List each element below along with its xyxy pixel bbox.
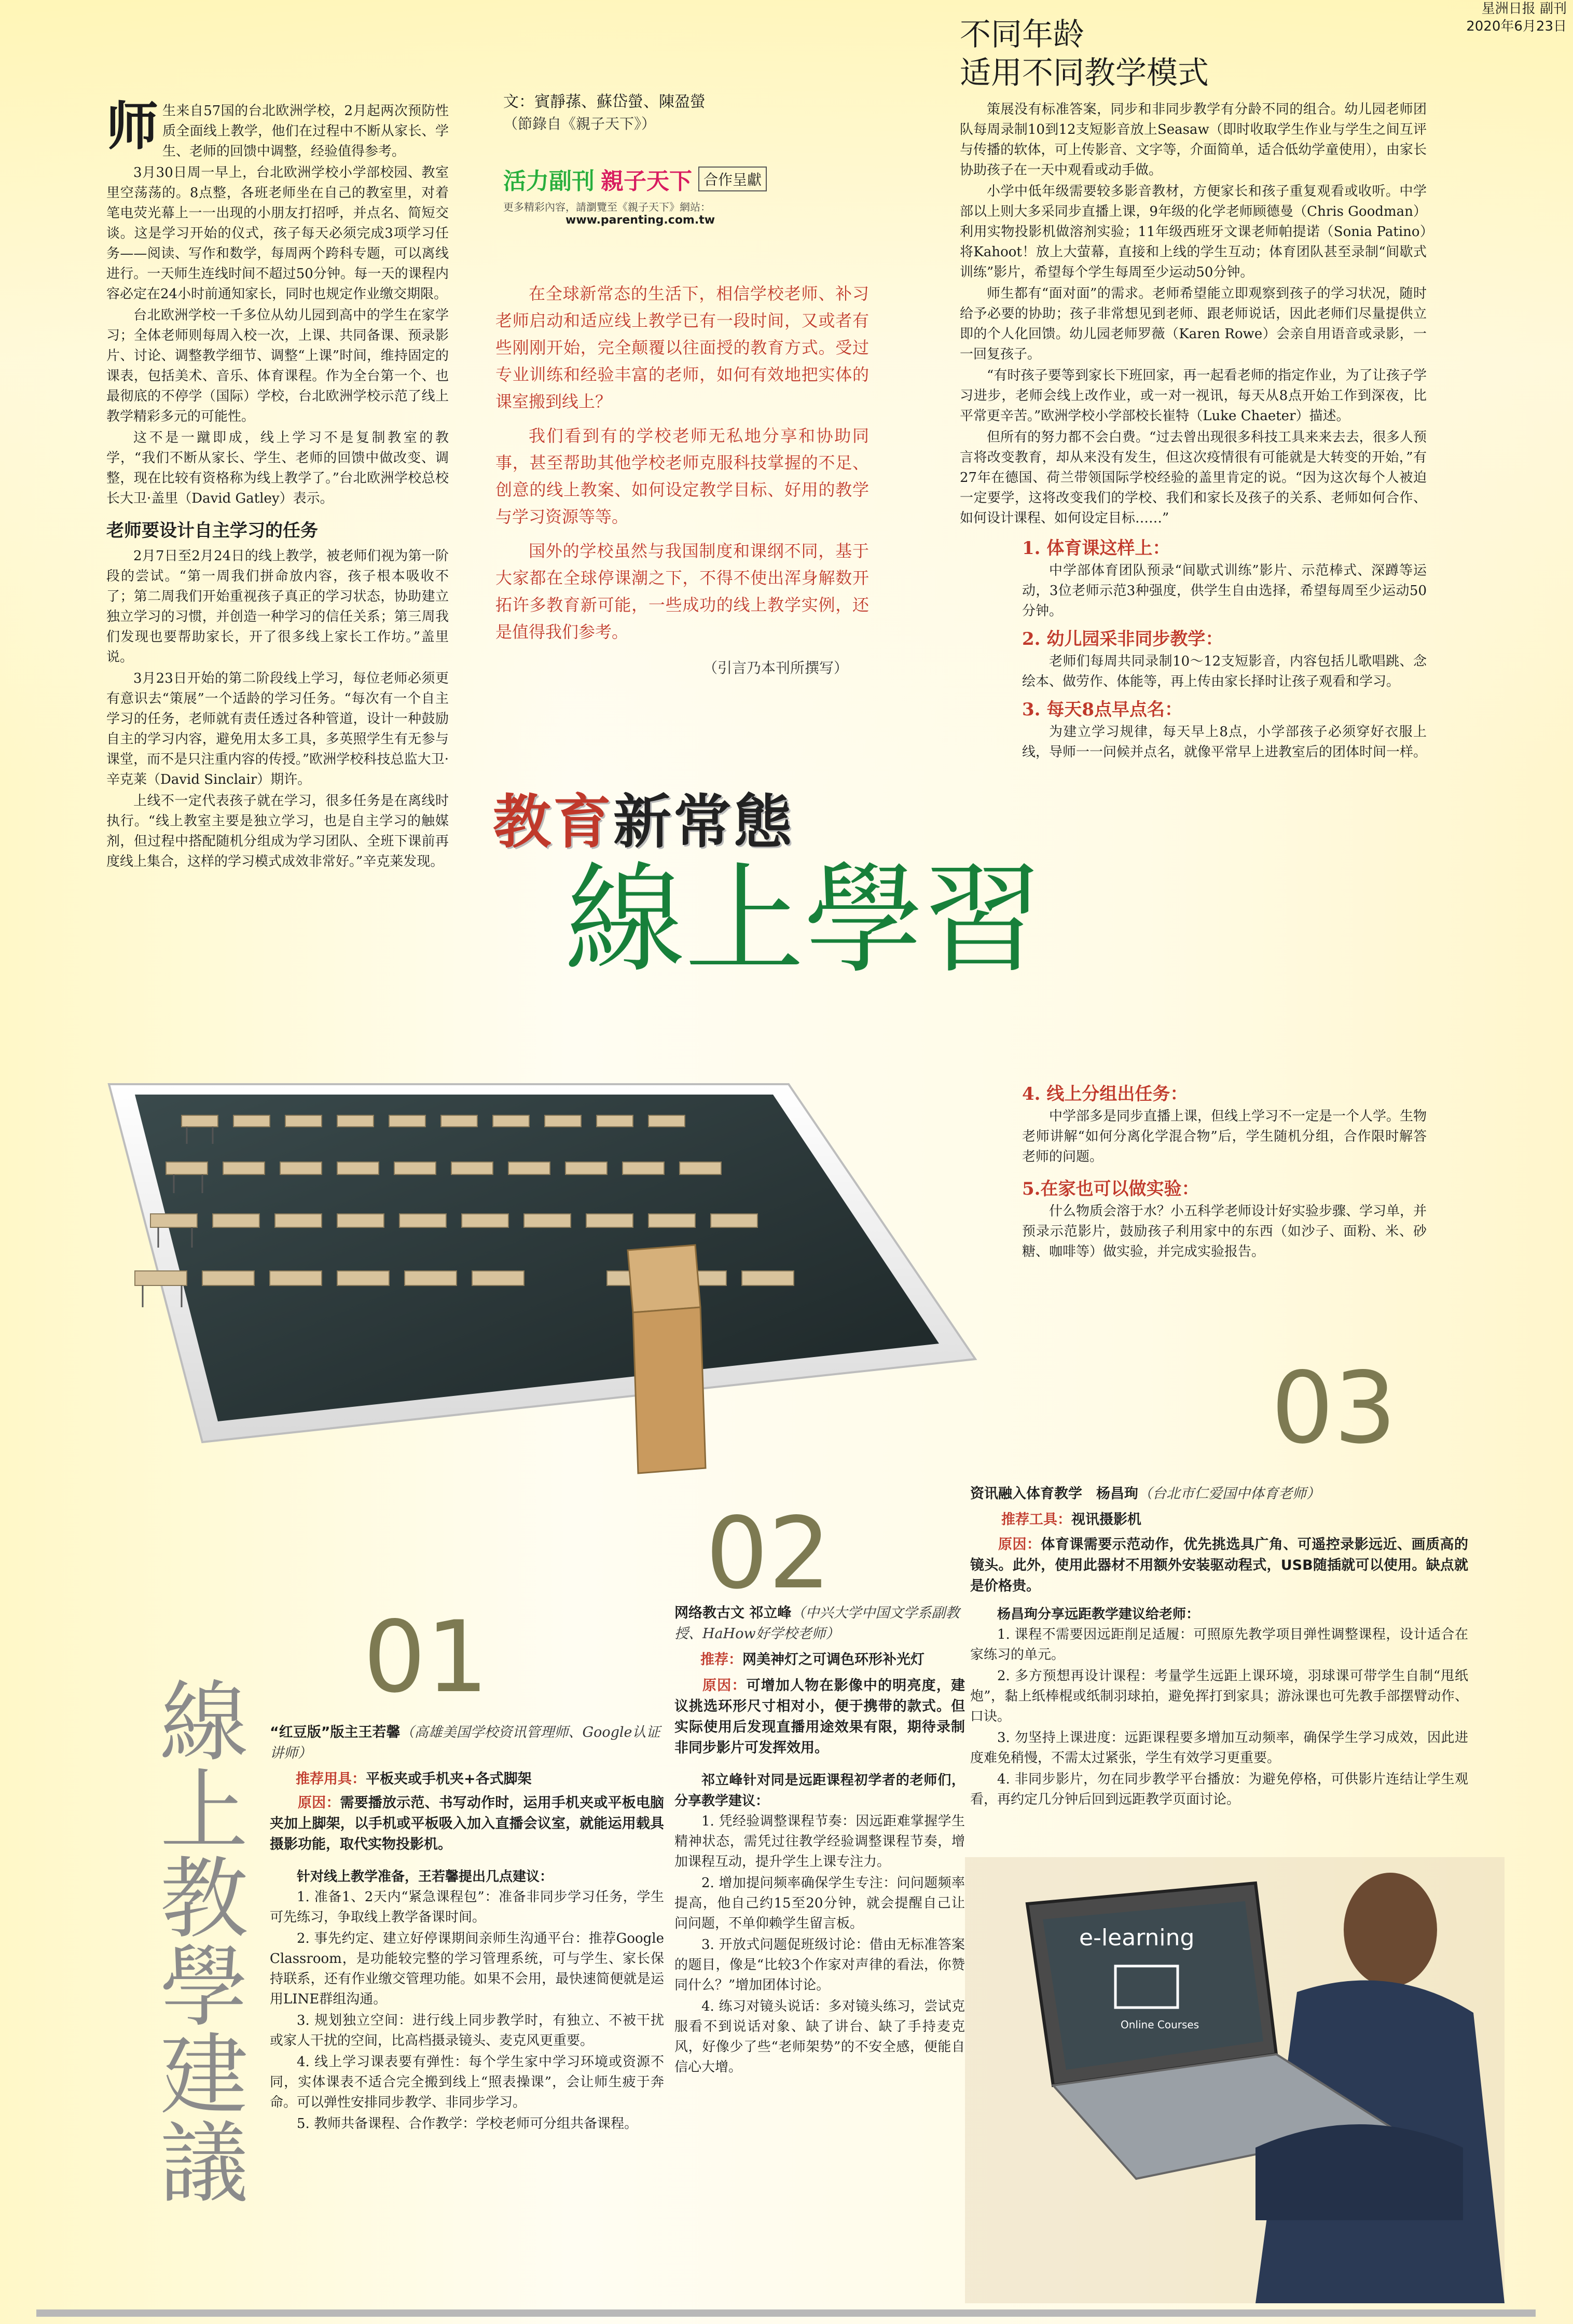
- tip-01-rec-label: 推荐用具：: [296, 1771, 366, 1787]
- tip-02-advice: 2. 增加提问频率确保学生专注：问问题频率提高，他自己约15至20分钟，就会提醒自己让问问题，不单仰赖学生留言板。: [674, 1875, 965, 1931]
- right-items: [1022, 536, 1427, 763]
- left-subhead: 老师要设计自主学习的任务: [106, 520, 318, 541]
- tip-03-number-wrap: [1271, 1351, 1489, 1465]
- tip-02-author: [674, 1603, 965, 1644]
- tip-02: [674, 1603, 965, 2079]
- tip-02-advice: 3. 开放式问题促班级讨论：借由无标准答案的题目，像是“比较3个作家对声律的看法，你赞同什么？”增加团体讨论。: [674, 1937, 965, 1993]
- tip-03-rec-value: 视讯摄影机: [1071, 1512, 1141, 1528]
- right-paragraph: 策展没有标准答案，同步和非同步教学有分龄不同的组合。幼儿园老师团队每周录制10到12支短影音放上Seasaw（即时收取学生作业与学生之间互评与传播的软体，可上传影音、文字等，介面简单，适合低幼学童使用），由家长协助孩子在一天中观看或动手做。: [960, 102, 1427, 178]
- screen-word: e-learning: [1079, 1925, 1195, 1951]
- masthead-date: 2020年6月23日: [1466, 19, 1567, 34]
- tip-01-number-wrap: [363, 1600, 581, 1714]
- tip-03-rec: [970, 1510, 1468, 1530]
- tip-01-reason: [270, 1793, 664, 1855]
- tip-01-rec-value: 平板夹或手机夹+各式脚架: [366, 1771, 532, 1787]
- brand-right: 親子天下: [601, 168, 692, 195]
- item-title: 5.在家也可以做实验：: [1022, 1179, 1199, 1199]
- left-paragraph: 3月30日周一早上，台北欧洲学校小学部校园、教室里空荡荡的。8点整，各班老师坐在自己的教室里，对着笔电荧光幕上一一出现的小朋友打招呼，并点名、简短交谈。这是学习开始的仪式，孩子每天必须完成3项学习任务——阅读、写作和数学，每周两个跨科专题，可以离线进行。一天师生连线时间不超过50分钟。每一天的课程内容必定在24小时前通知家长，同时也规定作业缴交期限。: [106, 165, 449, 302]
- tip-02-reason: [674, 1676, 965, 1759]
- right-column: [960, 16, 1427, 763]
- masthead-paper: 星洲日报 副刊: [1481, 1, 1567, 17]
- credits: [503, 91, 908, 227]
- item-title: 2. 幼儿园采非同步教学：: [1022, 629, 1223, 649]
- left-paragraph: 上线不一定代表孩子就在学习，很多任务是在离线时执行。“线上教室主要是独立学习，也是自主学习的触媒剂，但过程中搭配随机分组成为学习团队、全班下课前再度线上集合，这样的学习模式成效非常好。”辛克莱发现。: [106, 793, 449, 869]
- elearning-illustration: [965, 1857, 1505, 2303]
- tip-03-number: 03: [1271, 1351, 1397, 1465]
- tip-02-number: 02: [706, 1496, 831, 1611]
- headline-part-b: 新常態: [613, 789, 794, 856]
- tip-02-role: （中兴大学中国文学系副教授、HaHow好学校老师）: [674, 1605, 960, 1642]
- drop-cap: 师: [106, 95, 158, 157]
- tip-01-role: （高雄美国学校资讯管理师、Google认证讲师）: [270, 1724, 660, 1761]
- person-head: [1344, 1873, 1437, 1987]
- tip-01-reason-text: 需要播放示范、书写动作时，运用手机夹或平板电脑夹加上脚架，以手机或平板吸入加入直播会议室，就能运用载具摄影功能，取代实物投影机。: [270, 1795, 665, 1852]
- tip-02-advice: 4. 练习对镜头说话：多对镜头练习，尝试克服看不到说话对象、缺了讲台、缺了手持麦克风，好像少了些“老师架势”的不安全感，便能自信心大增。: [674, 1999, 965, 2075]
- tip-03-advice: 3. 勿坚持上课进度：远距课程要多增加互动频率，确保学生学习成效，因此进度难免稍慢，不需太过紧张，学生有效学习更重要。: [970, 1730, 1468, 1766]
- headline-line-2: 線上學習: [565, 851, 1043, 990]
- credits-source: （節錄自《親子天下》）: [503, 115, 656, 132]
- tip-03-rec-label: 推荐工具：: [1001, 1512, 1071, 1528]
- bottom-rule: [36, 2309, 1536, 2317]
- tip-03-reason-label: 原因：: [998, 1537, 1041, 1553]
- tip-02-advice: 1. 凭经验调整课程节奏：因远距难掌握学生精神状态，需凭过往教学经验调整课程节奏，增加课程互动，提升学生上课专注力。: [674, 1814, 965, 1870]
- tip-03-advice: 4. 非同步影片，勿在同步教学平台播放：为避免停格，可供影片连结让学生观看，再约定几分钟后回到远距教学页面讨论。: [970, 1772, 1468, 1807]
- item-body: 中学部体育团队预录“间歇式训练”影片、示范棒式、深蹲等运动，3位老师示范3种强度，供学生自由选择，希望每周至少运动50分钟。: [1022, 563, 1427, 619]
- right-title-1: 不同年龄: [960, 17, 1084, 53]
- tip-03-advice-head: 杨昌珣分享远距教学建议给老师：: [997, 1607, 1200, 1622]
- item-body: 什么物质会溶于水？小五科学老师设计好实验步骤、学习单，并预录示范影片，鼓励孩子利用家中的东西（如沙子、面粉、米、砂糖、咖啡等）做实验，并完成实验报告。: [1022, 1204, 1427, 1260]
- tip-01-advice: 3. 规划独立空间：进行线上同步教学时，有独立、不被干扰或家人干扰的空间，比高档摄录镜头、麦克风更重要。: [270, 2013, 664, 2049]
- tip-02-advice-head: 祁立峰针对同是远距课程初学者的老师们，分享教学建议：: [674, 1773, 965, 1809]
- item-body: 老师们每周共同录制10～12支短影音，内容包括儿歌唱跳、念绘本、做劳作、体能等，再上传由家长择时让孩子观看和学习。: [1022, 654, 1427, 689]
- lead-paragraph: 师 生来自57国的台北欧洲学校，2月起两次预防性质全面线上教学，他们在过程中不断从家长、学生、老师的回馈中调整，经验值得参考。: [106, 95, 449, 159]
- classroom-tablet-illustration: [47, 1038, 1006, 1494]
- tip-03-reason: [970, 1534, 1468, 1597]
- tip-01-reason-label: 原因：: [298, 1795, 340, 1811]
- intro-paragraph: 在全球新常态的生活下，相信学校老师、补习老师启动和适应线上教学已有一段时间，又或者有些刚刚开始，完全颠覆以往面授的教育方式。受过专业训练和经验丰富的老师，如何有效地把实体的课室搬到线上？: [495, 284, 869, 411]
- intro-paragraph: 我们看到有的学校老师无私地分享和协助同事，甚至帮助其他学校老师克服科技掌握的不足、创意的线上教案、如何设定教学目标、好用的教学与学习资源等等。: [495, 426, 869, 527]
- tip-01-number: 01: [363, 1600, 489, 1714]
- tip-03-reason-text: 体育课需要示范动作，优先挑选具广角、可遥控录影远近、画质高的镜头。此外，使用此器材不用额外安装驱动程式，USB随插就可以使用。缺点就是价格贵。: [970, 1537, 1468, 1594]
- tip-01-advice: 4. 线上学习课表要有弹性：每个学生家中学习环境或资源不同，实体课表不适合完全搬到线上“照表操课”，会让师生疲于奔命。可以弹性安排同步教学、非同步学习。: [270, 2054, 664, 2110]
- tip-03-role: （台北市仁爱国中体育老师）: [1138, 1486, 1320, 1502]
- podium: [628, 1245, 706, 1473]
- person-leg: [1255, 2124, 1463, 2220]
- tip-01-advice: 5. 教师共备课程、合作教学：学校老师可分组共备课程。: [297, 2116, 638, 2132]
- item-title: 1. 体育课这样上：: [1022, 538, 1170, 559]
- tip-02-rec-label: 推荐：: [700, 1652, 742, 1668]
- item-title: 3. 每天8点早点名：: [1022, 699, 1182, 720]
- right-paragraph: 师生都有“面对面”的需求。老师希望能立即观察到孩子的学习状况，随时给予必要的协助；孩子非常想见到老师、跟老师说话，因此老师们尽量提供立即的个人化回馈。幼儿园老师罗薇（Karen Rowe）会亲自用语音或录影，一一回复孩子。: [960, 286, 1427, 362]
- tip-02-number-wrap: [706, 1496, 923, 1611]
- headline: [493, 789, 1219, 990]
- tip-03-name: 资讯融入体育教学 杨昌珣: [970, 1486, 1138, 1502]
- screen-caption: Online Courses: [1121, 2018, 1199, 2031]
- tip-01-advice: 1. 准备1、2天内“紧急课程包”：准备非同步学习任务，学生可先练习，争取线上教学备课时间。: [270, 1889, 664, 1925]
- brand-row: [503, 162, 908, 196]
- website-url[interactable]: www.parenting.com.tw: [565, 214, 715, 227]
- brand-coop: 合作呈獻: [698, 167, 767, 191]
- intro: [495, 280, 869, 677]
- tip-01-name: “红豆版”版主王若馨: [270, 1724, 401, 1740]
- left-column: [106, 95, 449, 873]
- tip-01-rec: [270, 1769, 664, 1790]
- right-paragraph: 但所有的努力都不会白费。“过去曾出现很多科技工具来来去去，很多人预言将改变教育，却从来没有发生，但这次疫情很有可能就是大转变的开始，”有27年在德国、荷兰带领国际学校经验的盖里肯定的说。“因为这次每个人被迫一定要学，这将改变我们的学校、我们和家长及孩子的关系、老师如何合作、如何设计课程、如何设定目标……”: [960, 430, 1427, 526]
- tip-03: [970, 1484, 1468, 1811]
- tip-03-author: [970, 1484, 1468, 1504]
- item-body: 中学部多是同步直播上课，但线上学习不一定是一个人学。生物老师讲解“如何分离化学混合物”后，学生随机分组，合作限时解答老师的问题。: [1022, 1109, 1427, 1165]
- tip-01: [270, 1722, 664, 2135]
- tip-02-rec: [674, 1650, 965, 1670]
- credits-authors: 文：賓靜蓀、蘇岱螢、陳盈螢: [503, 93, 706, 111]
- tip-02-reason-label: 原因：: [702, 1678, 747, 1694]
- intro-paragraph: 国外的学校虽然与我国制度和课纲不同，基于大家都在全球停课潮之下，不得不使出浑身解数开拓许多教育新可能，一些成功的线上教学实例，还是值得我们参考。: [495, 541, 869, 642]
- more-info: 更多精彩內容，請瀏覽至《親子天下》網站：: [503, 201, 711, 213]
- tip-02-name: 网络教古文 祁立峰: [674, 1605, 792, 1621]
- left-paragraph: 这不是一蹴即成，线上学习不是复制教室的教学，“我们不断从家长、学生、老师的回馈中做改变、调整，现在比较有资格称为线上教学了。”台北欧洲学校总校长大卫·盖里（David Gatley）表示。: [106, 430, 449, 506]
- tip-02-rec-value: 网美神灯之可调色环形补光灯: [742, 1652, 925, 1668]
- right-title-2: 适用不同教学模式: [960, 55, 1209, 91]
- brand-left: 活力副刊: [503, 168, 595, 195]
- intro-note: （引言乃本刊所撰写）: [702, 659, 848, 676]
- left-paragraph: 3月23日开始的第二阶段线上学习，每位老师必须更有意识去“策展”一个适龄的学习任务。“每次有一个自主学习的任务，老师就有责任透过各种管道，设计一种鼓励自主的学习内容，避免用太多工具，多英照学生有无参与课堂，而不是只注重内容的传授。”欧洲学校科技总监大卫·辛克莱（David Sinclair）期许。: [106, 671, 449, 787]
- tip-01-advice-head: 针对线上教学准备，王若馨提出几点建议：: [297, 1869, 554, 1885]
- tip-02-reason-text: 可增加人物在影像中的明亮度，建议挑选环形尺寸相对小，便于携带的款式。但实际使用后发现直播用途效果有限，期待录制非同步影片可发挥效用。: [674, 1678, 965, 1756]
- tip-03-advice: 2. 多方预想再设计课程：考量学生远距上课环境，羽球课可带学生自制“甩纸炮”，黏上纸棒棍或纸制羽球拍，避免挥打到家具；游泳课也可先教手部摆臂动作、口诀。: [970, 1668, 1468, 1724]
- tip-01-advice: 2. 事先约定、建立好停课期间亲师生沟通平台：推荐Google Classroom，是功能较完整的学习管理系统，可与学生、家长保持联系，还有作业缴交管理功能。如果不会用，最快速简便就是运用LINE群组沟通。: [270, 1931, 664, 2007]
- masthead: [1453, 0, 1567, 35]
- right-items-2: [1022, 1082, 1427, 1262]
- item-body: 为建立学习规律，每天早上8点，小学部孩子必须穿好衣服上线，导师一一问候并点名，就像平常早上进教室后的团体时间一样。: [1022, 724, 1427, 760]
- left-paragraph: 2月7日至2月24日的线上教学，被老师们视为第一阶段的尝试。“第一周我们拼命放内容，孩子根本吸收不了；第二周我们开始重视孩子真正的学习状态，协助建立独立学习的习惯，并创造一种学习的信任关系；第三周我们发现也要帮助家长，开了很多线上家长工作坊。”盖里说。: [106, 548, 449, 665]
- tip-03-advice: 1. 课程不需要因远距削足适履：可照原先教学项目弹性调整课程，设计适合在家练习的单元。: [970, 1627, 1468, 1663]
- vertical-title: 線上教學建議: [145, 1676, 247, 2205]
- item-title: 4. 线上分组出任务：: [1022, 1084, 1188, 1104]
- headline-line-1: [493, 789, 1219, 856]
- headline-part-a: 教育: [493, 789, 613, 856]
- tip-01-author: [270, 1722, 664, 1764]
- right-paragraph: “有时孩子要等到家长下班回家，再一起看老师的指定作业，为了让孩子学习进步，老师会线上改作业，或一对一视讯，每天从8点开始工作到深夜，比平常更辛苦。”欧洲学校小学部校长崔特（Luke Chaeter）描述。: [960, 368, 1427, 424]
- right-paragraph: 小学中低年级需要较多影音教材，方便家长和孩子重复观看或收听。中学部以上则大多采同步直播上课，9年级的化学老师顾德曼（Chris Goodman）利用实物投影机做溶剂实验；11年级西班牙文课老师帕提诺（Sonia Patino）将Kahoot！放上大萤幕，直接和上线的学生互动；体育团队甚至录制“间歇式训练”影片，希望每个学生每周至少运动50分钟。: [960, 184, 1427, 280]
- left-paragraph: 台北欧洲学校一千多位从幼儿园到高中的学生在家学习；全体老师则每周入校一次，上课、共同备课、预录影片、讨论、调整教学细节、调整“上课”时间，维持固定的课表，包括美术、音乐、体育课程。作为全台第一个、也最彻底的不停学（国际）学校，台北欧洲学校示范了线上教学精彩多元的可能性。: [106, 308, 449, 424]
